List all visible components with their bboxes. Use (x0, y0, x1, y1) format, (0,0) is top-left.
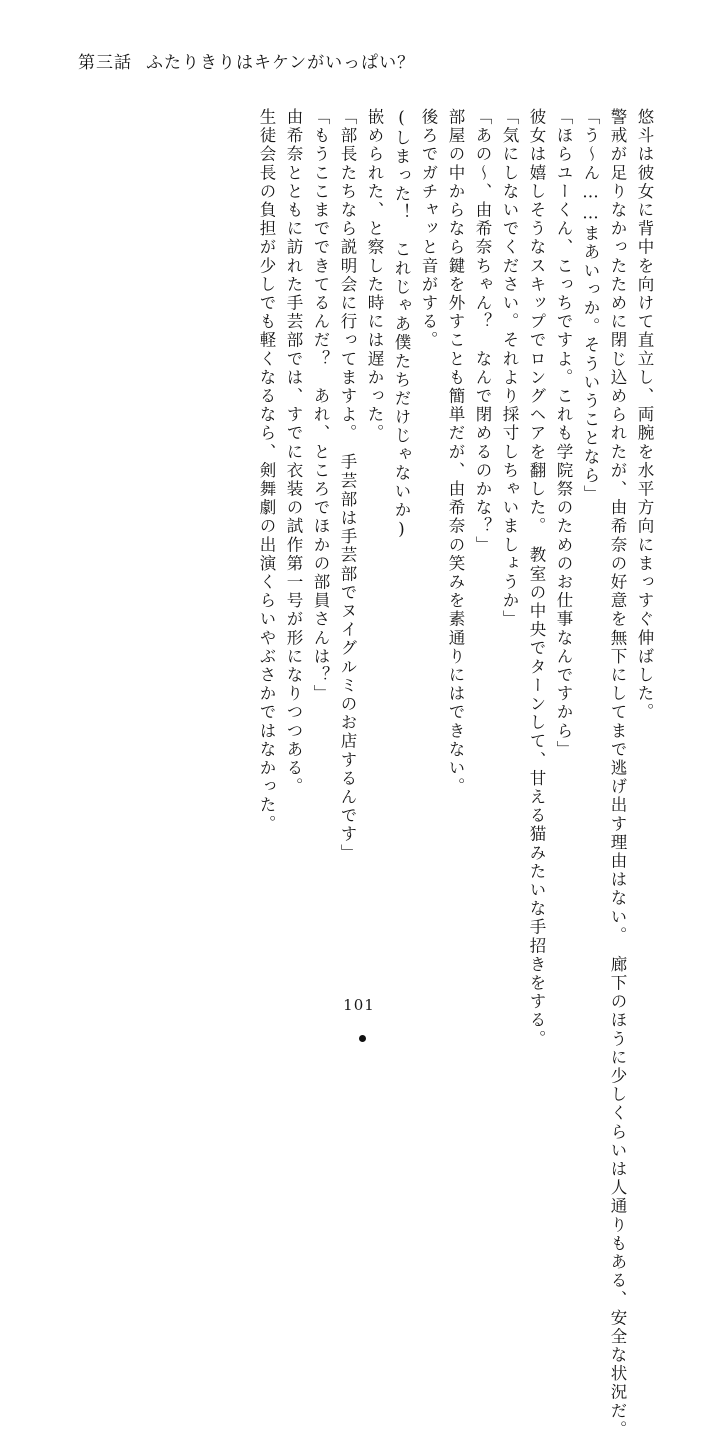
text-column: 部屋の中からなら鍵を外すことも簡単だが、由希奈の笑みを素通りにはできない。 (446, 108, 465, 797)
text-column: 「あの～、由希奈ちゃん？ なんで閉めるのかな？」 (473, 108, 492, 555)
text-column: 「う～ん……まあいっか。そういうことなら」 (581, 108, 600, 504)
text-column: 「ほらユーくん、こっちですよ。これも学院祭のためのお仕事なんですから」 (554, 108, 573, 759)
chapter-title: ふたりきりはキケンがいっぱい？ (146, 53, 416, 73)
text-column: (しまった！ これじゃあ僕たちだけじゃないか) (392, 108, 411, 541)
text-column: 嵌められた、と察した時には遅かった。 (365, 108, 384, 443)
text-column: 後ろでガチャッと音がする。 (419, 108, 438, 350)
text-column: 生徒会長の負担が少しでも軽くなるなら、剣舞劇の出演くらいやぶさかではなかった。 (257, 108, 276, 834)
page-number: 101 (343, 996, 375, 1014)
chapter-number: 第三話 (78, 53, 132, 73)
page-marker-dot (359, 1035, 366, 1042)
text-column: 警戒が足りなかったために閉じ込められたが、由希奈の好意を無下にしてまで逃げ出す理由はない。 廊下のほうに少しくらいは人通りもある、安全な状況だ。 (608, 108, 627, 1439)
text-column: 「部長たちなら説明会に行ってますよ。 手芸部は手芸部でヌイグルミのお店するんです」 (338, 108, 357, 863)
text-column: 彼女は嬉しそうなスキップでロングヘアを翻した。 教室の中央でターンして、甘える猫みたいな手招きをする。 (527, 108, 546, 1049)
text-column: 由希奈とともに訪れた手芸部では、すでに衣装の試作第一号が形になりつつある。 (284, 108, 303, 797)
text-column: 「気にしないでください。それより採寸しちゃいましょうか」 (500, 108, 519, 629)
text-column: 悠斗は彼女に背中を向けて直立し、両腕を水平方向にまっすぐ伸ばした。 (635, 108, 654, 722)
chapter-heading (78, 48, 415, 73)
text-column: 「もうここまでできてるんだ？ あれ、ところでほかの部員さんは？」 (311, 108, 330, 704)
